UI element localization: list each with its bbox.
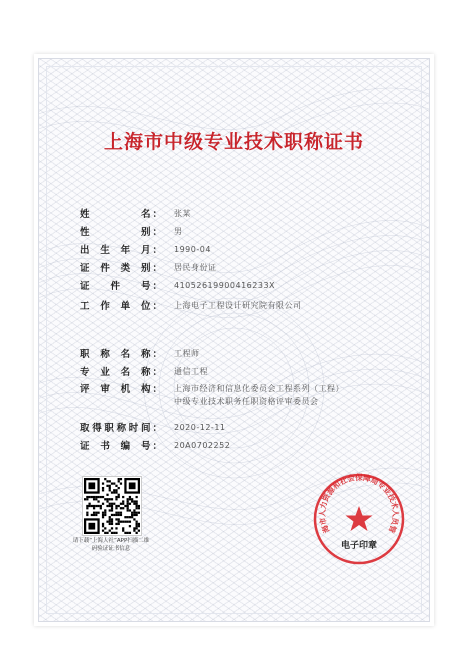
field-row [80,241,211,257]
field-label-text: 姓 名 [80,209,151,220]
field-value: 1990-04 [174,244,211,254]
field-label: 证 件 类 别 ： [80,260,162,274]
field-label: 证 件 号 ： [80,278,162,292]
field-label: 工 作 单 位 ： [80,298,162,312]
field-value: 通信工程 [174,366,208,376]
seal-star-icon [346,506,373,531]
field-row [80,259,217,275]
field-label: 取 得 职 称 时 间 ： [80,420,162,434]
field-row [80,437,230,453]
field-value: 41052619900416233X [174,280,276,290]
field-label-text: 工 作 单 位 [80,301,151,312]
field-label: 评 审 机 构 ： [80,381,162,395]
field-value: 工程师 [174,348,200,358]
field-label-text: 证 件 号 [80,281,151,292]
field-row [80,419,226,435]
qr-code [82,476,142,536]
field-value: 张某 [174,208,191,218]
field-label-text: 出 生 年 月 [80,245,151,256]
field-label-text: 取 得 职 称 时 间 [80,423,151,434]
field-label-text: 证 书 编 号 [80,441,151,452]
field-label-text: 性 别 [80,227,151,238]
field-label-text: 专 业 名 称 [80,367,151,378]
field-row [80,223,183,239]
field-label: 出 生 年 月 ： [80,242,162,256]
field-row [80,277,275,293]
field-value: 20A0702252 [174,440,231,450]
field-value: 上海市经济和信息化委员会工程系列（工程）中级专业技术职务任职资格评审委员会 [174,384,340,406]
field-label-text: 职 称 名 称 [80,349,151,360]
field-row [80,345,200,361]
field-label: 证 书 编 号 ： [80,438,162,452]
field-row [80,381,342,409]
field-value: 居民身份证 [174,262,217,272]
certificate-title: 上海市中级专业技术职称证书 [103,131,364,153]
field-label: 姓 名 ： [80,206,162,220]
field-label: 职 称 名 称 ： [80,346,162,360]
electronic-seal [310,470,408,568]
field-label-text: 评 审 机 构 [80,384,151,395]
field-value: 男 [174,226,183,236]
field-row [80,297,302,313]
field-value: 上海电子工程设计研究院有限公司 [174,300,302,310]
field-label: 专 业 名 称 ： [80,364,162,378]
seal-bottom-text: 电子印章 [340,541,378,551]
field-value: 2020-12-11 [174,422,226,432]
qr-caption: 请下载“上海人社”APP扫描二维码验证证书信息 [72,538,150,552]
field-label-text: 证 件 类 别 [80,263,151,274]
seal-ring-text: 海市人力资源和社会保障局专业技术人员管 [317,473,401,535]
field-row [80,205,191,221]
field-label: 性 别 ： [80,224,162,238]
field-row [80,363,208,379]
